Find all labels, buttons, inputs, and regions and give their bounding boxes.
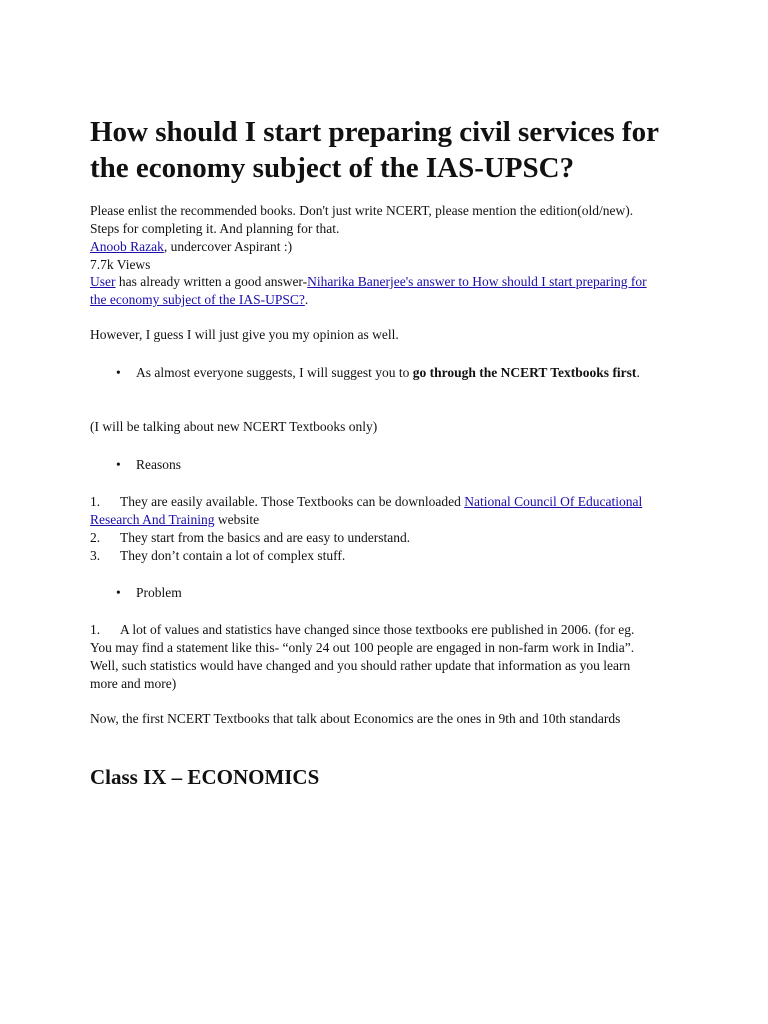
- reason-number: 2.: [90, 530, 101, 545]
- page-title: How should I start preparing civil services for the economy subject of the IAS-UPSC?: [90, 116, 659, 184]
- view-count: 7.7k Views: [90, 257, 151, 272]
- reason-item: [90, 529, 650, 547]
- bullet-ncert-prefix: As almost everyone suggests, I will suggest you to: [136, 365, 413, 380]
- bullet-dot: •: [116, 585, 121, 600]
- bullet-dot: •: [116, 457, 121, 472]
- author-link[interactable]: Anoob Razak: [90, 239, 164, 254]
- ncert-website-link[interactable]: National Council Of Educational Research And Training: [90, 494, 643, 527]
- reason-text: They start from the basics and are easy to understand.: [120, 530, 411, 545]
- author-bio: , undercover Aspirant :): [163, 239, 293, 254]
- answer-intro-text: has already written a good answer-: [115, 274, 308, 289]
- problem-text: A lot of values and statistics have changed since those textbooks ere published in 2006. (for eg. You may find a statement like this- “only 24 out 100 people are engaged in non-farm work in India”. Well, such statistics would have changed and you should rather update that information as you learn more and more): [90, 622, 635, 691]
- reason-item: [90, 547, 650, 565]
- reason-number: 1.: [90, 494, 101, 509]
- reasons-heading: Reasons: [136, 457, 181, 472]
- problem-number: 1.: [90, 622, 101, 637]
- bullet-ncert-bold: go through the NCERT Textbooks first: [412, 365, 637, 380]
- problem-item: [90, 621, 650, 693]
- reason-text: They are easily available. Those Textbooks can be downloaded: [120, 494, 465, 509]
- bullet-ncert: [116, 364, 676, 382]
- reason-text-after: website: [214, 512, 260, 527]
- referenced-answer-link[interactable]: Niharika Banerjee's answer to How should I start preparing for the economy subject of the IAS-UPSC?: [90, 274, 647, 307]
- note-new-textbooks: (I will be talking about new NCERT Textbooks only): [90, 419, 378, 434]
- reason-item: [90, 493, 650, 529]
- bullet-problem: [116, 584, 676, 602]
- user-link[interactable]: User: [90, 274, 116, 289]
- bullet-dot: •: [116, 365, 121, 380]
- question-details: Please enlist the recommended books. Don't just write NCERT, please mention the edition(old/new). Steps for completing it. And planning for that.: [90, 203, 634, 236]
- bullet-reasons: [116, 456, 676, 474]
- bullet-ncert-suffix: .: [636, 365, 640, 380]
- problem-heading: Problem: [136, 585, 182, 600]
- reason-number: 3.: [90, 548, 101, 563]
- reason-text: They don’t contain a lot of complex stuff.: [120, 548, 346, 563]
- answer-intro: [90, 273, 650, 309]
- author-line: [90, 238, 650, 256]
- ncert-economics-note: Now, the first NCERT Textbooks that talk about Economics are the ones in 9th and 10th standards: [90, 711, 621, 726]
- section-heading-class-ix: Class IX – ECONOMICS: [90, 765, 320, 789]
- answer-intro-end: .: [304, 292, 309, 307]
- opinion-text: However, I guess I will just give you my opinion as well.: [90, 327, 399, 342]
